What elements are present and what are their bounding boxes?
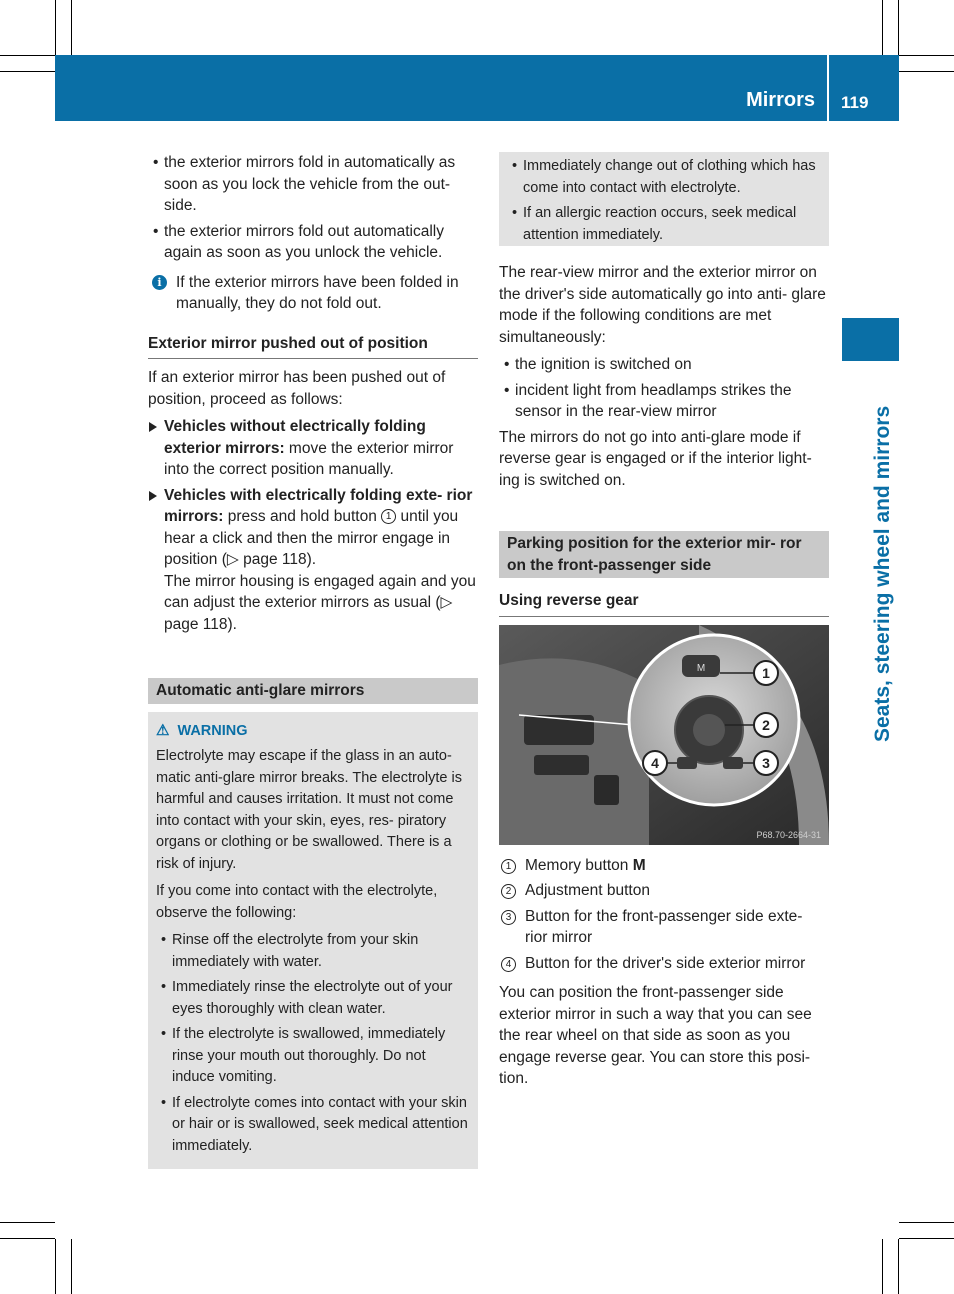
warning-label: WARNING [177, 722, 248, 739]
legend-item [499, 855, 829, 877]
warning-header [156, 720, 470, 743]
step-text: until you hear a click and then the mirror engage in position (▷ page 118). [164, 508, 459, 568]
crop-mark [71, 0, 72, 55]
subheading: Using reverse gear [499, 590, 829, 617]
paragraph: You can position the front-passenger side exterior mirror in such a way that you can see the rear wheel on that side as soon as you engage reverse gear. You can store this posi- tion. [499, 984, 812, 1087]
crop-mark [899, 71, 954, 72]
crop-mark [882, 0, 883, 55]
info-note [148, 272, 478, 315]
left-column [148, 152, 478, 1169]
crop-mark [898, 1239, 899, 1294]
list-item: • the ignition is switched on [499, 354, 829, 376]
page-header [55, 55, 899, 121]
legend-item [499, 880, 829, 902]
right-column [499, 152, 829, 1096]
warning-list-item: • Immediately rinse the electrolyte out of your eyes thoroughly with clean water. [156, 977, 470, 1020]
step-text: The mirror housing is engaged again and you can adjust the exterior mirrors as usual (▷ page 118). [164, 572, 476, 633]
crop-mark [898, 0, 899, 55]
legend-item [499, 953, 829, 975]
warning-list-item: • Rinse off the electrolyte from your skin immediately with water. [156, 930, 470, 973]
step-arrow-icon [149, 422, 157, 432]
step-text: press and hold button [223, 508, 382, 525]
chapter-title: Mirrors [746, 89, 815, 111]
crop-mark [55, 1239, 56, 1294]
figure-callout: 4 [651, 754, 659, 771]
header-divider [827, 55, 829, 121]
step-text: move the exterior mirror into the correct position manually. [164, 439, 454, 478]
side-tab-marker [842, 318, 899, 361]
legend-text: Button for the driver's side exterior mirror [525, 954, 806, 972]
figure-code: P68.70-2664-31 [756, 829, 821, 840]
crop-mark [0, 1238, 55, 1239]
callout-number: 1 [381, 509, 396, 524]
door-panel-figure [499, 625, 829, 845]
warning-text: If you come into contact with the electrolyte, observe the following: [156, 883, 438, 921]
legend-text: Memory button [525, 856, 633, 874]
step-item [148, 416, 478, 481]
callout-number: 4 [501, 957, 516, 972]
section-title: Parking position for the exterior mir- ror on the front-passenger side [499, 531, 829, 578]
crop-mark [55, 0, 56, 55]
crop-mark [71, 1239, 72, 1294]
crop-mark [899, 1222, 954, 1223]
warning-list-item: • If electrolyte comes into contact with your skin or hair or is swallowed, seek medical attention immediately. [156, 1093, 470, 1158]
step-title: Vehicles without electrically folding exterior mirrors: [164, 418, 426, 457]
legend-text: Adjustment button [525, 882, 650, 899]
section-title: Automatic anti-glare mirrors [148, 678, 478, 704]
figure-callout: 2 [762, 716, 770, 733]
callout-number: 1 [501, 859, 516, 874]
paragraph: The rear-view mirror and the exterior mirror on the driver's side automatically go into anti- glare mode if the following conditions are met simultaneously: [499, 264, 826, 346]
paragraph: If an exterior mirror has been pushed out of position, proceed as follows: [148, 369, 446, 408]
warning-box [148, 712, 478, 1170]
list-item: • the exterior mirrors fold out automatically again as soon as you unlock the vehicle. [148, 221, 478, 264]
step-title: Vehicles with electrically folding exte- rior mirrors: [164, 486, 473, 525]
side-tab-label: Seats, steering wheel and mirrors [871, 405, 894, 742]
warning-triangle-icon: ⚠ [156, 721, 170, 739]
warning-text: Electrolyte may escape if the glass in an auto- matic anti-glare mirror breaks. The electrolyte is harmful and causes irritation. It must not come into contact with your skin, eyes, res- piratory organs or clothing or be swallowed. There is a risk of injury. [156, 748, 462, 872]
figure-button-label: M [696, 662, 706, 674]
info-icon: i [152, 275, 167, 290]
step-arrow-icon [149, 491, 157, 501]
callout-number: 3 [501, 910, 516, 925]
paragraph: The mirrors do not go into anti-glare mode if reverse gear is engaged or if the interior light- ing is switched on. [499, 428, 812, 489]
list-item: • incident light from headlamps strikes the sensor in the rear-view mirror [499, 380, 829, 423]
figure-illustration [499, 625, 829, 845]
list-item: • the exterior mirrors fold in automatically as soon as you lock the vehicle from the out- side. [148, 152, 478, 217]
crop-mark [0, 71, 55, 72]
warning-box-continued [499, 152, 829, 246]
legend-text-bold: M [632, 856, 646, 874]
warning-list-item: • Immediately change out of clothing which has come into contact with electrolyte. [507, 156, 821, 199]
figure-callout: 3 [762, 754, 770, 771]
crop-mark [899, 55, 954, 56]
legend-item [499, 906, 829, 949]
crop-mark [899, 1238, 954, 1239]
page-number: 119 [841, 93, 869, 112]
legend-text: Button for the front-passenger side exte- rior mirror [525, 907, 803, 946]
warning-list-item: • If the electrolyte is swallowed, immediately rinse your mouth out thoroughly. Do not induce vomiting. [156, 1024, 470, 1089]
warning-list-item: • If an allergic reaction occurs, seek medical attention immediately. [507, 203, 821, 246]
crop-mark [0, 55, 55, 56]
step-item [148, 485, 478, 636]
info-note-text: If the exterior mirrors have been folded in manually, they do not fold out. [176, 273, 459, 312]
crop-mark [0, 1222, 55, 1223]
figure-callout: 1 [762, 664, 770, 681]
subheading: Exterior mirror pushed out of position [148, 333, 478, 360]
crop-mark [882, 1239, 883, 1294]
callout-number: 2 [501, 884, 516, 899]
